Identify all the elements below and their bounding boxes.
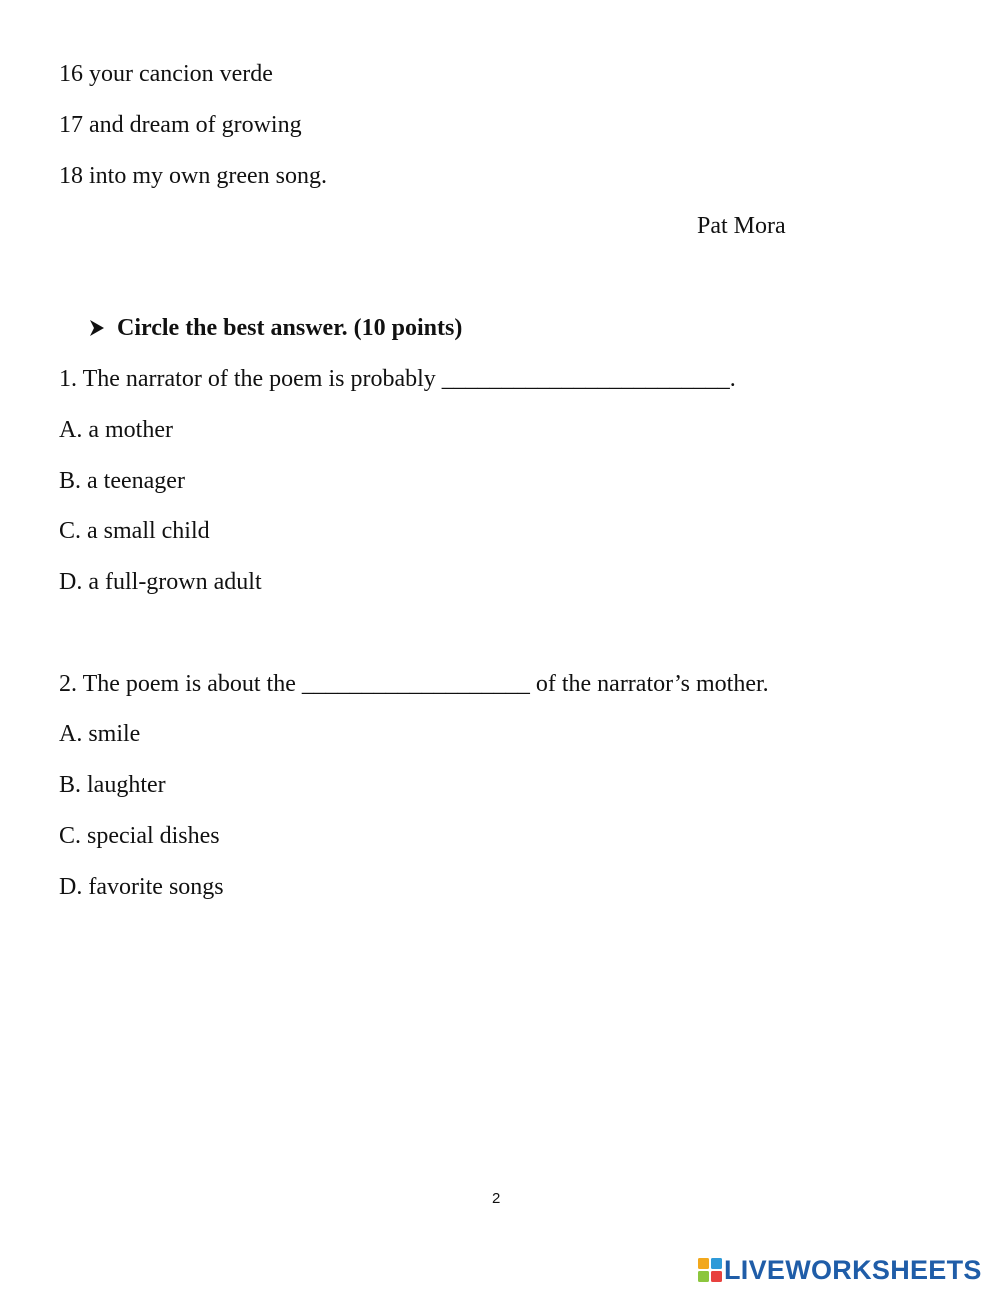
- question-2-option-a[interactable]: A. smile: [59, 721, 141, 747]
- question-2-option-b[interactable]: B. laughter: [59, 772, 166, 798]
- poem-line-17: 17 and dream of growing: [59, 112, 302, 138]
- question-2-prompt: 2. The poem is about the ___________________ of the narrator’s mother.: [59, 671, 769, 697]
- question-1-option-b[interactable]: B. a teenager: [59, 468, 185, 494]
- question-1-prompt: 1. The narrator of the poem is probably ________________________.: [59, 366, 736, 392]
- section-instruction: [88, 313, 462, 343]
- question-1-option-d[interactable]: D. a full-grown adult: [59, 569, 262, 595]
- poem-author: Pat Mora: [697, 213, 786, 239]
- liveworksheets-logo-icon: [698, 1258, 722, 1282]
- arrow-bullet-icon: [88, 319, 106, 337]
- brand-name: LIVEWORKSHEETS: [724, 1255, 982, 1285]
- question-1-option-c[interactable]: C. a small child: [59, 518, 210, 544]
- instruction-text: Circle the best answer. (10 points): [117, 315, 463, 341]
- page-number: 2: [492, 1190, 501, 1207]
- question-2-option-c[interactable]: C. special dishes: [59, 823, 220, 849]
- poem-line-18: 18 into my own green song.: [59, 163, 327, 189]
- poem-line-16: 16 your cancion verde: [59, 61, 273, 87]
- question-2-option-d[interactable]: D. favorite songs: [59, 874, 224, 900]
- question-1-option-a[interactable]: A. a mother: [59, 417, 173, 443]
- brand-footer[interactable]: [698, 1256, 982, 1284]
